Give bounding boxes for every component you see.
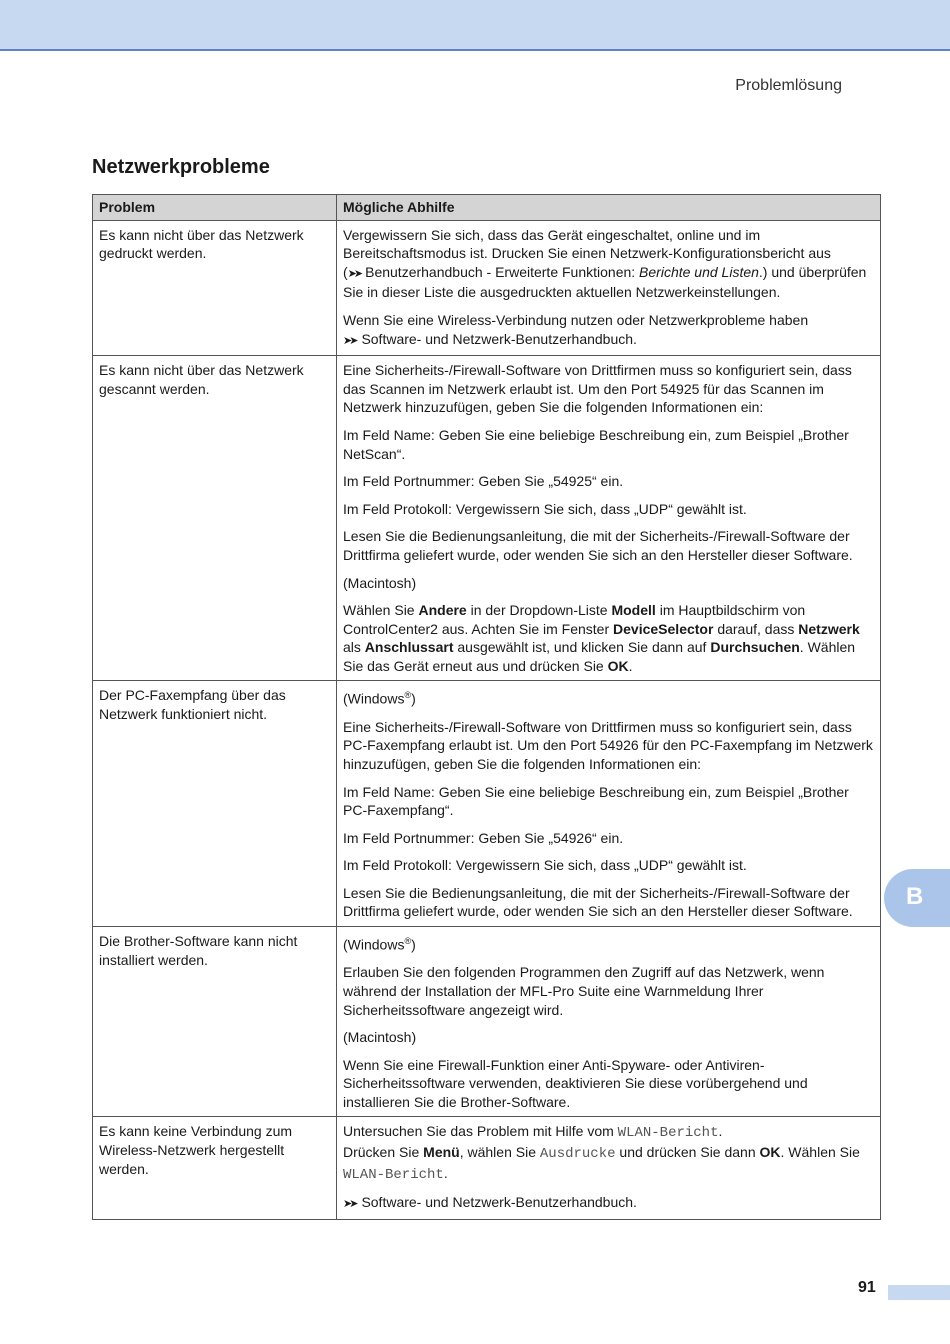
text-segment: ) <box>411 691 416 708</box>
text-segment: . <box>628 657 633 674</box>
text-segment: und drücken Sie dann <box>615 1144 760 1161</box>
ui-term: Durchsuchen <box>710 639 800 656</box>
text-segment: ausgewählt ist, und klicken Sie dann auf <box>453 639 711 656</box>
double-arrow-icon: ➤➤ <box>347 267 361 280</box>
chapter-letter: B <box>906 883 924 910</box>
ui-term: OK <box>759 1144 781 1161</box>
table-row <box>93 1117 881 1219</box>
network-problems-table <box>92 194 881 1220</box>
remedy-paragraph: Eine Sicherheits-/Firewall-Software von Drittfirmen muss so konfiguriert sein, dass das Scannen im Netzwerk erlaubt ist. Um den Port 54925 für das Scannen im Netzwerk hinzuzufügen, geben Sie die folgenden Informationen ein: <box>343 362 852 416</box>
remedy-paragraph <box>343 686 873 708</box>
ui-term: Menü <box>423 1144 460 1161</box>
remedy-paragraph: Im Feld Protokoll: Vergewissern Sie sich, dass „UDP“ gewählt ist. <box>343 500 747 517</box>
registered-mark: ® <box>404 936 412 947</box>
text-segment: in der Dropdown-Liste <box>466 602 612 619</box>
remedy-cell <box>337 927 881 1117</box>
remedy-cell <box>337 356 881 681</box>
lcd-text: WLAN-Bericht <box>617 1125 719 1142</box>
problem-cell: Die Brother-Software kann nicht installiert werden. <box>93 927 337 1117</box>
remedy-paragraph: Im Feld Protokoll: Vergewissern Sie sich, dass „UDP“ gewählt ist. <box>343 857 747 874</box>
remedy-paragraph <box>343 1193 873 1214</box>
ui-term: Modell <box>611 602 656 619</box>
remedy-paragraph <box>343 226 873 302</box>
text-segment: Benutzerhandbuch - Erweiterte Funktionen: <box>365 263 640 280</box>
table-header-row <box>93 195 881 221</box>
text-segment: . <box>718 1123 723 1140</box>
text-segment: . <box>443 1164 448 1181</box>
double-arrow-icon: ➤➤ <box>343 334 356 347</box>
remedy-paragraph <box>343 311 873 350</box>
column-header-problem: Problem <box>93 195 337 221</box>
manual-reference: Software- und Netzwerk-Benutzerhandbuch. <box>361 330 637 347</box>
text-segment: . Wählen Sie das Gerät erneut aus und drücken Sie <box>343 639 856 674</box>
remedy-paragraph <box>343 932 873 954</box>
problem-cell: Es kann nicht über das Netzwerk gedruckt werden. <box>93 220 337 356</box>
text-segment: . Wählen Sie <box>780 1144 860 1161</box>
text-segment: ) <box>411 936 416 953</box>
manual-reference: Software- und Netzwerk-Benutzerhandbuch. <box>361 1194 637 1211</box>
top-color-band <box>0 0 950 51</box>
table-row <box>93 927 881 1117</box>
lcd-text: Ausdrucke <box>539 1146 616 1163</box>
problem-cell: Es kann nicht über das Netzwerk gescannt werden. <box>93 356 337 681</box>
text-segment: im Hauptbildschirm von ControlCenter2 aus. Achten Sie im Fenster <box>343 602 806 637</box>
chapter-tab <box>884 869 950 927</box>
table-row <box>93 356 881 681</box>
ui-term: OK <box>607 657 629 674</box>
remedy-paragraph: Im Feld Portnummer: Geben Sie „54926“ ein. <box>343 829 624 846</box>
remedy-cell <box>337 1117 881 1219</box>
remedy-cell <box>337 681 881 927</box>
remedy-paragraph: (Macintosh) <box>343 1029 417 1046</box>
remedy-paragraph: Lesen Sie die Bedienungsanleitung, die mit der Sicherheits-/Firewall-Software der Drittfirma geliefert wurde, oder wenden Sie sich an den Hersteller dieser Software. <box>343 528 853 563</box>
remedy-paragraph: Im Feld Name: Geben Sie eine beliebige Beschreibung ein, zum Beispiel „Brother NetScan“. <box>343 426 849 462</box>
page-number: 91 <box>858 1279 876 1296</box>
lcd-text: WLAN-Bericht <box>343 1166 444 1183</box>
double-arrow-icon: ➤➤ <box>343 1198 356 1211</box>
footer-color-bar <box>888 1285 950 1300</box>
remedy-cell <box>337 220 881 356</box>
remedy-paragraph: Wenn Sie eine Firewall-Funktion einer Anti-Spyware- oder Antiviren-Sicherheitssoftware verwenden, deaktivieren Sie diese vorübergehend und installieren Sie die Brother-Software. <box>343 1056 808 1110</box>
text-segment: (Windows <box>343 936 405 953</box>
text-segment: Wählen Sie <box>343 602 419 619</box>
text-segment: als <box>343 639 365 656</box>
remedy-paragraph: Im Feld Portnummer: Geben Sie „54925“ ein. <box>343 473 624 490</box>
ui-term: DeviceSelector <box>613 620 714 637</box>
section-title: Netzwerkprobleme <box>92 156 270 178</box>
table-row <box>93 220 881 356</box>
text-segment: Drücken Sie <box>343 1144 424 1161</box>
ui-term: Anschlussart <box>364 639 454 656</box>
remedy-paragraph: Lesen Sie die Bedienungsanleitung, die mit der Sicherheits-/Firewall-Software der Drittfirma geliefert wurde, oder wenden Sie sich an den Hersteller dieser Software. <box>343 884 853 920</box>
ui-term: Andere <box>418 602 467 619</box>
text-segment: darauf, dass <box>713 620 799 637</box>
remedy-paragraph: (Macintosh) <box>343 574 417 591</box>
text-segment-italic: Berichte und Listen <box>639 263 759 280</box>
text-segment: , wählen Sie <box>459 1144 540 1161</box>
header-title: Problemlösung <box>735 77 842 94</box>
remedy-paragraph: Im Feld Name: Geben Sie eine beliebige Beschreibung ein, zum Beispiel „Brother PC-Faxempfang“. <box>343 783 849 819</box>
remedy-paragraph <box>343 1122 873 1184</box>
remedy-paragraph <box>343 601 873 675</box>
table-row <box>93 681 881 927</box>
registered-mark: ® <box>404 690 412 701</box>
remedy-paragraph: Erlauben Sie den folgenden Programmen den Zugriff auf das Netzwerk, wenn während der Installation der MFL-Pro Suite eine Warnmeldung Ihrer Sicherheitssoftware angezeigt wird. <box>343 964 825 1018</box>
text-segment: Wenn Sie eine Wireless-Verbindung nutzen oder Netzwerkprobleme haben <box>343 311 809 328</box>
remedy-paragraph: Eine Sicherheits-/Firewall-Software von Drittfirmen muss so konfiguriert sein, dass PC-Faxempfang erlaubt ist. Um den Port 54926 für den PC-Faxempfang im Netzwerk hinzuzufügen, geben Sie die folgenden Informationen ein: <box>343 718 873 772</box>
problem-cell: Der PC-Faxempfang über das Netzwerk funktioniert nicht. <box>93 681 337 927</box>
text-segment: .) und überprüfen Sie in dieser Liste die ausgedruckten aktuellen Netzwerkeinstellungen. <box>343 263 867 301</box>
problem-cell: Es kann keine Verbindung zum Wireless-Netzwerk hergestellt werden. <box>93 1117 337 1219</box>
text-segment: Vergewissern Sie sich, dass das Gerät eingeschaltet, online und im Bereitschaftsmodus ist. Drucken Sie einen Netzwerk-Konfigurationsbericht aus ( <box>343 226 831 280</box>
column-header-remedy: Mögliche Abhilfe <box>337 195 881 221</box>
ui-term: Netzwerk <box>798 620 860 637</box>
text-segment: (Windows <box>343 691 405 708</box>
text-segment: Untersuchen Sie das Problem mit Hilfe vom <box>343 1123 618 1140</box>
